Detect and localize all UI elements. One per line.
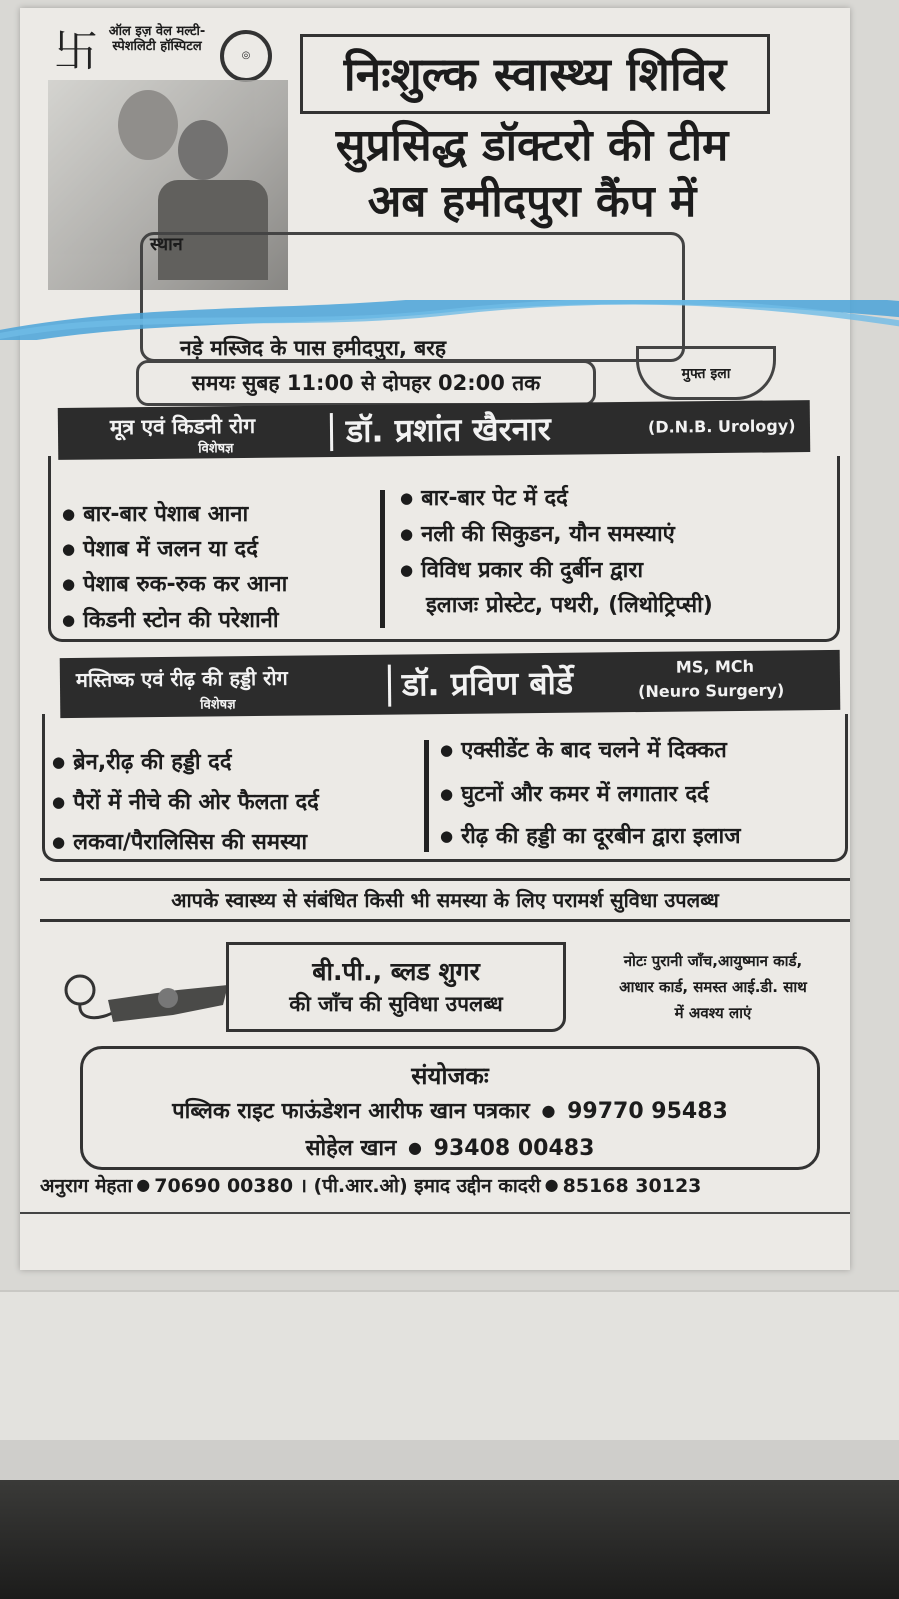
urology-left-item: ● पेशाब रुक-रुक कर आना bbox=[62, 570, 287, 599]
phone-icon: ● bbox=[136, 1175, 151, 1194]
organiser-phone-2: 93408 00483 bbox=[433, 1136, 595, 1161]
neuro-right-item: ● रीढ़ की हड्डी का दूरबीन द्वारा इलाज bbox=[440, 822, 741, 851]
paper-stack-edge bbox=[0, 1440, 899, 1480]
urology-left-item: ● बार-बार पेशाब आना bbox=[62, 500, 248, 529]
documents-note bbox=[578, 948, 848, 1026]
urology-right-item: ● नली की सिकुडन, यौन समस्याएं bbox=[400, 520, 675, 549]
venue-address: नड़े मस्जिद के पास हमीदपुरा, बरह bbox=[180, 336, 446, 360]
camp-title: निःशुल्क स्वास्थ्य शिविर bbox=[300, 34, 770, 114]
subheading-line-2: अब हमीदपुरा कैंप में bbox=[367, 176, 697, 227]
neuro-left-item: ● पैरों में नीचे की ओर फैलता दर्द bbox=[52, 788, 319, 817]
neuro-doctor-name: डॉ. प्रविण बोर्डे bbox=[401, 663, 574, 704]
footer-phone-2: 85168 30123 bbox=[562, 1175, 702, 1197]
subheading-line-1: सुप्रसिद्ध डॉक्टरो की टीम bbox=[335, 120, 729, 171]
hospital-name: ऑल इज़ वेल मल्टी-स्पेशलिटी हॉस्पिटल bbox=[108, 24, 206, 54]
urology-degree: (D.N.B. Urology) bbox=[647, 416, 796, 437]
venue-label: स्थान bbox=[150, 234, 183, 255]
neuro-specialist-word: विशेषज्ञ bbox=[200, 697, 236, 713]
neuro-banner bbox=[60, 650, 841, 718]
bp-check-illustration bbox=[58, 960, 238, 1040]
organiser-name-1: पब्लिक राइट फाऊंडेशन आरीफ खान पत्रकार bbox=[172, 1099, 530, 1124]
consultation-line: आपके स्वास्थ्य से संबंधित किसी भी समस्या के लिए परामर्श सुविधा उपलब्ध bbox=[40, 878, 850, 922]
bp-sugar-title: बी.पी., ब्लड शुगर bbox=[312, 957, 480, 986]
neuro-left-item: ● लकवा/पैरालिसिस की समस्या bbox=[52, 828, 307, 857]
neuro-specialty: मस्तिष्क एवं रीढ़ की हड्डी रोग bbox=[75, 665, 288, 692]
dark-surface bbox=[0, 1480, 899, 1599]
footer-phone-1: 70690 00380 bbox=[154, 1175, 294, 1197]
neuro-right-item: ● घुटनों और कमर में लगातार दर्द bbox=[440, 780, 709, 809]
neuro-left-item: ● ब्रेन,रीढ़ की हड्डी दर्द bbox=[52, 748, 232, 777]
urology-right-item: ● विविध प्रकार की दुर्बीन द्वारा bbox=[400, 556, 643, 585]
urology-doctor-name: डॉ. प्रशांत खैरनार bbox=[345, 409, 551, 450]
footer-name-2: (पी.आर.ओ) इमाद उद्दीन कादरी bbox=[313, 1175, 541, 1197]
phone-icon: ● bbox=[544, 1175, 559, 1194]
note-line-2: आधार कार्ड, समस्त आई.डी. साथ bbox=[619, 978, 807, 996]
organiser-line-2 bbox=[83, 1130, 817, 1167]
urology-right-item: ● बार-बार पेट में दर्द bbox=[400, 484, 568, 513]
neuro-degree-line-2: (Neuro Surgery) bbox=[637, 680, 785, 702]
organiser-line-1 bbox=[83, 1093, 817, 1130]
urology-left-item: ● पेशाब में जलन या दर्द bbox=[62, 535, 258, 564]
bp-sugar-box bbox=[226, 942, 566, 1032]
phone-icon: ● bbox=[408, 1138, 422, 1157]
urology-specialist-word: विशेषज्ञ bbox=[198, 441, 234, 457]
organiser-phone-1: 99770 95483 bbox=[567, 1099, 728, 1124]
footer-name-1: अनुराग मेहता bbox=[40, 1175, 133, 1197]
note-line-3: में अवश्य लाएं bbox=[674, 1004, 752, 1022]
camp-subheading bbox=[292, 118, 772, 230]
bp-sugar-subtitle: की जाँच की सुविधा उपलब्ध bbox=[289, 992, 503, 1016]
phone-icon: ● bbox=[541, 1101, 556, 1120]
urology-specialty: मूत्र एवं किडनी रोग bbox=[109, 413, 256, 440]
neuro-right-item: ● एक्सीडेंट के बाद चलने में दिक्कत bbox=[440, 736, 727, 765]
urology-left-item: ● किडनी स्टोन की परेशानी bbox=[62, 606, 279, 635]
footer-separator: । bbox=[299, 1175, 307, 1197]
neuro-degree-line-1: MS, MCh bbox=[675, 656, 755, 677]
organiser-box bbox=[80, 1046, 820, 1170]
urology-right-item: इलाजः प्रोस्टेट, पथरी, (लिथोट्रिप्सी) bbox=[426, 593, 713, 618]
urology-banner bbox=[58, 400, 811, 460]
paper-stack-lower bbox=[0, 1290, 899, 1442]
free-treatment-badge: मुफ्त इला bbox=[636, 346, 776, 400]
camp-time: समयः सुबह 11:00 से दोपहर 02:00 तक bbox=[136, 360, 596, 406]
organiser-title: संयोजकः bbox=[411, 1062, 489, 1090]
footer-contacts bbox=[40, 1170, 860, 1201]
organiser-name-2: सोहेल खान bbox=[305, 1136, 397, 1161]
hospital-logo-icon: 卐 bbox=[54, 26, 98, 77]
accreditation-seal-icon: ◎ bbox=[220, 30, 272, 82]
note-line-1: नोटः पुरानी जाँच,आयुष्मान कार्ड, bbox=[623, 952, 803, 970]
